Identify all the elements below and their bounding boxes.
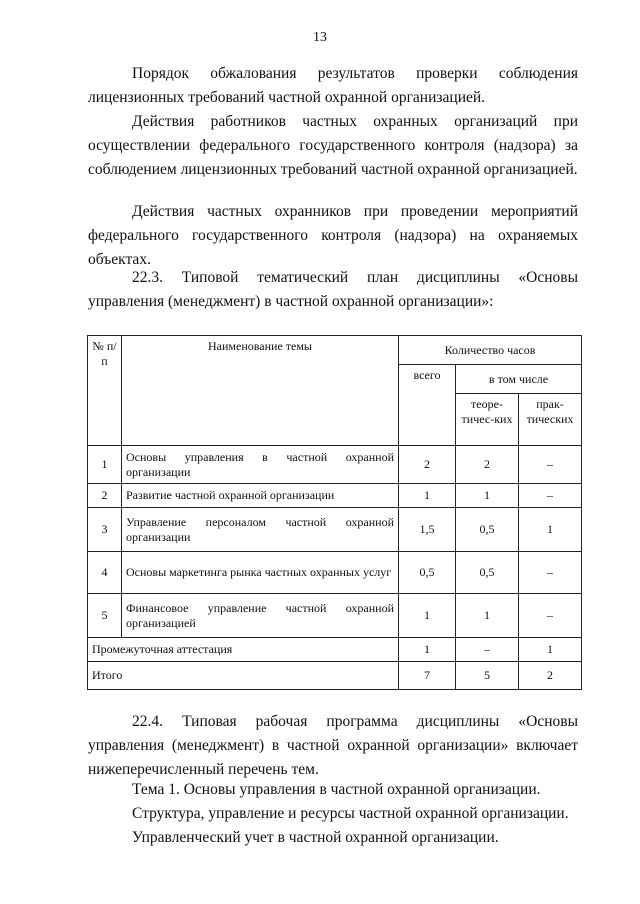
table-row [88, 508, 582, 552]
row-theory: 0,5 [456, 508, 519, 552]
attestation-practice: 1 [519, 638, 582, 662]
intro-paragraph-2: Действия работников частных охранных организаций при осуществлении федерального государственного контроля (надзора) за соблюдением лицензионных требований частной охранной организацией. [88, 113, 578, 178]
total-practice: 2 [519, 662, 582, 690]
row-topic: Развитие частной охранной организации [122, 484, 399, 508]
topic-1-item: Управленческий учет в частной охранной организации. [132, 829, 499, 846]
row-number: 5 [88, 594, 122, 638]
row-total: 1 [399, 594, 456, 638]
page-number: 13 [313, 30, 327, 45]
row-topic: Основы маркетинга рынка частных охранных услуг [122, 552, 399, 594]
table-row [88, 552, 582, 594]
row-number: 1 [88, 446, 122, 484]
row-total: 0,5 [399, 552, 456, 594]
attestation-theory: – [456, 638, 519, 662]
row-practice: – [519, 552, 582, 594]
table-row [88, 594, 582, 638]
total-theory: 5 [456, 662, 519, 690]
row-practice: – [519, 594, 582, 638]
attestation-total: 1 [399, 638, 456, 662]
attestation-label: Промежуточная аттестация [88, 638, 399, 662]
header-hours: Количество часов [399, 336, 582, 365]
section-22-4-paragraph: 22.4. Типовая рабочая программа дисциплины «Основы управления (менеджмент) в частной охранной организации» включает нижеперечисленный перечень тем. [88, 713, 578, 778]
row-number: 3 [88, 508, 122, 552]
topic-1-item: Структура, управление и ресурсы частной охранной организации. [132, 805, 569, 822]
header-total: всего [399, 365, 456, 446]
header-theory: теоре-тичес-ких [456, 394, 519, 446]
row-topic: Финансовое управление частной охранной организацией [122, 594, 399, 638]
total-label: Итого [88, 662, 399, 690]
total-total: 7 [399, 662, 456, 690]
table-row [88, 446, 582, 484]
row-total: 1,5 [399, 508, 456, 552]
table-row [88, 484, 582, 508]
intro-paragraph-3: Действия частных охранников при проведении мероприятий федерального государственного контроля (надзора) на охраняемых объектах. [88, 203, 578, 268]
row-number: 2 [88, 484, 122, 508]
intro-paragraph-1: Порядок обжалования результатов проверки соблюдения лицензионных требований частной охранной организацией. [88, 65, 578, 106]
row-total: 2 [399, 446, 456, 484]
row-practice: 1 [519, 508, 582, 552]
row-topic: Основы управления в частной охранной организации [122, 446, 399, 484]
header-practice: прак-тических [519, 394, 582, 446]
row-total: 1 [399, 484, 456, 508]
header-topic-name: Наименование темы [122, 336, 399, 446]
thematic-plan-table [87, 335, 582, 690]
header-including: в том числе [456, 365, 582, 394]
row-practice: – [519, 446, 582, 484]
section-22-3-heading: 22.3. Типовой тематический план дисциплины «Основы управления (менеджмент) в частной охранной организации»: [88, 269, 578, 310]
row-theory: 0,5 [456, 552, 519, 594]
header-number: № п/п [88, 336, 122, 446]
row-theory: 1 [456, 594, 519, 638]
row-theory: 1 [456, 484, 519, 508]
row-number: 4 [88, 552, 122, 594]
row-practice: – [519, 484, 582, 508]
attestation-row [88, 638, 582, 662]
row-theory: 2 [456, 446, 519, 484]
row-topic: Управление персоналом частной охранной организации [122, 508, 399, 552]
topic-1-heading: Тема 1. Основы управления в частной охранной организации. [132, 781, 541, 798]
total-row [88, 662, 582, 690]
